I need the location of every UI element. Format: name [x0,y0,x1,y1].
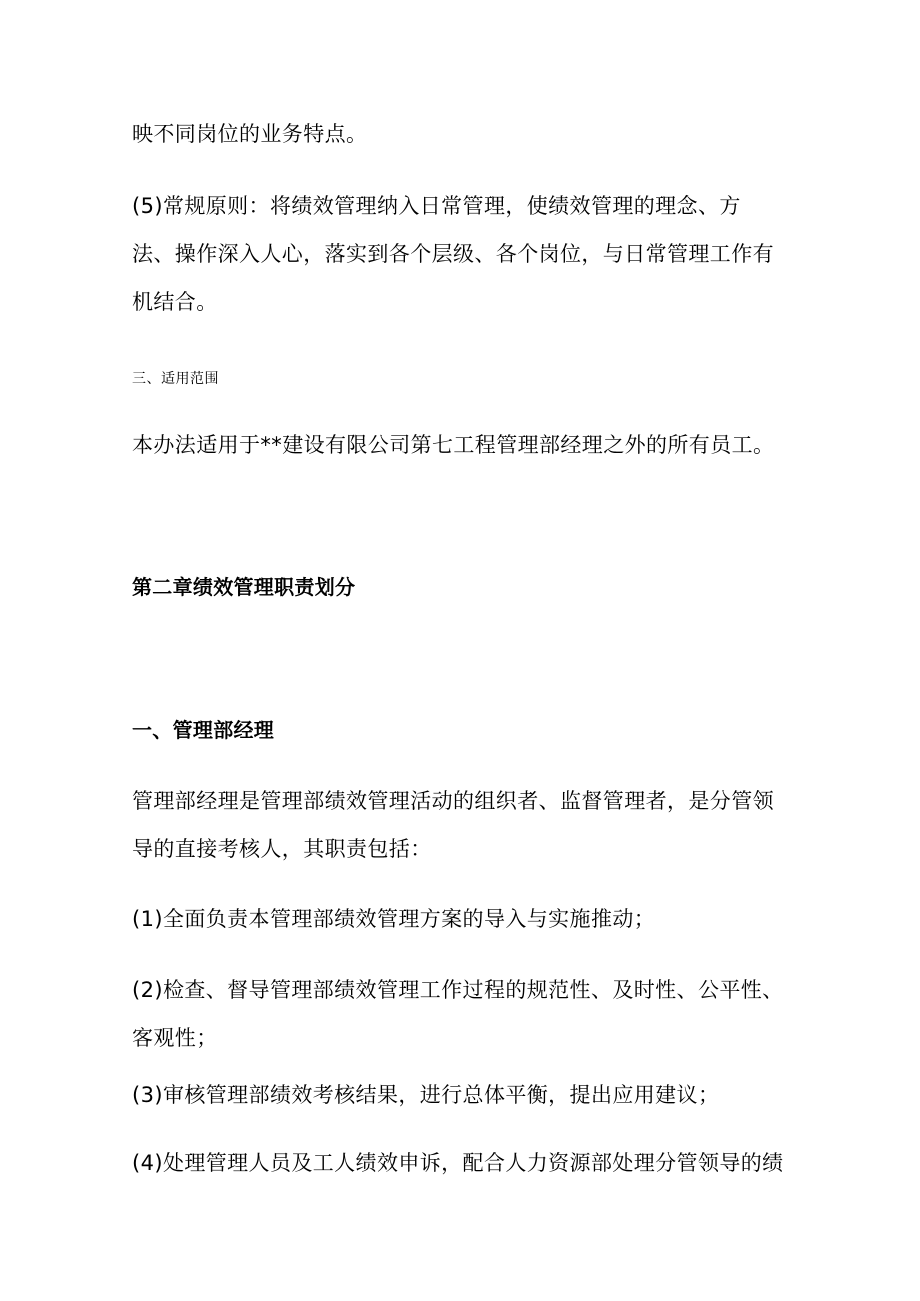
scope-paragraph: 本办法适用于**建设有限公司第七工程管理部经理之外的所有员工。 [132,433,775,457]
duty-item-3: (3)审核管理部绩效考核结果，进行总体平衡，提出应用建议； [132,1083,720,1107]
manager-paragraph-line-1: 管理部经理是管理部绩效管理活动的组织者、监督管理者，是分管领 [132,789,774,813]
chapter-heading: 第二章绩效管理职责划分 [132,575,356,599]
paragraph-line-1: 映不同岗位的业务特点。 [132,122,368,146]
principle-5-line-2: 法、操作深入人心，落实到各个层级、各个岗位，与日常管理工作有 [132,242,774,266]
principle-5-line-3: 机结合。 [132,290,218,314]
duty-item-1: (1)全面负责本管理部绩效管理方案的导入与实施推动； [132,907,656,931]
duty-item-2-line-1: (2)检查、督导管理部绩效管理工作过程的规范性、及时性、公平性、 [132,978,784,1002]
duty-item-2-line-2: 客观性； [132,1026,218,1050]
section-heading-scope: 三、适用范围 [132,371,219,387]
manager-paragraph-line-2: 导的直接考核人，其职责包括： [132,837,432,861]
duty-item-4-line-1: (4)处理管理人员及工人绩效申诉，配合人力资源部处理分管领导的绩 [132,1151,784,1175]
subsection-heading-manager: 一、管理部经理 [132,718,275,742]
principle-5-line-1: (5)常规原则：将绩效管理纳入日常管理，使绩效管理的理念、方 [132,194,741,218]
